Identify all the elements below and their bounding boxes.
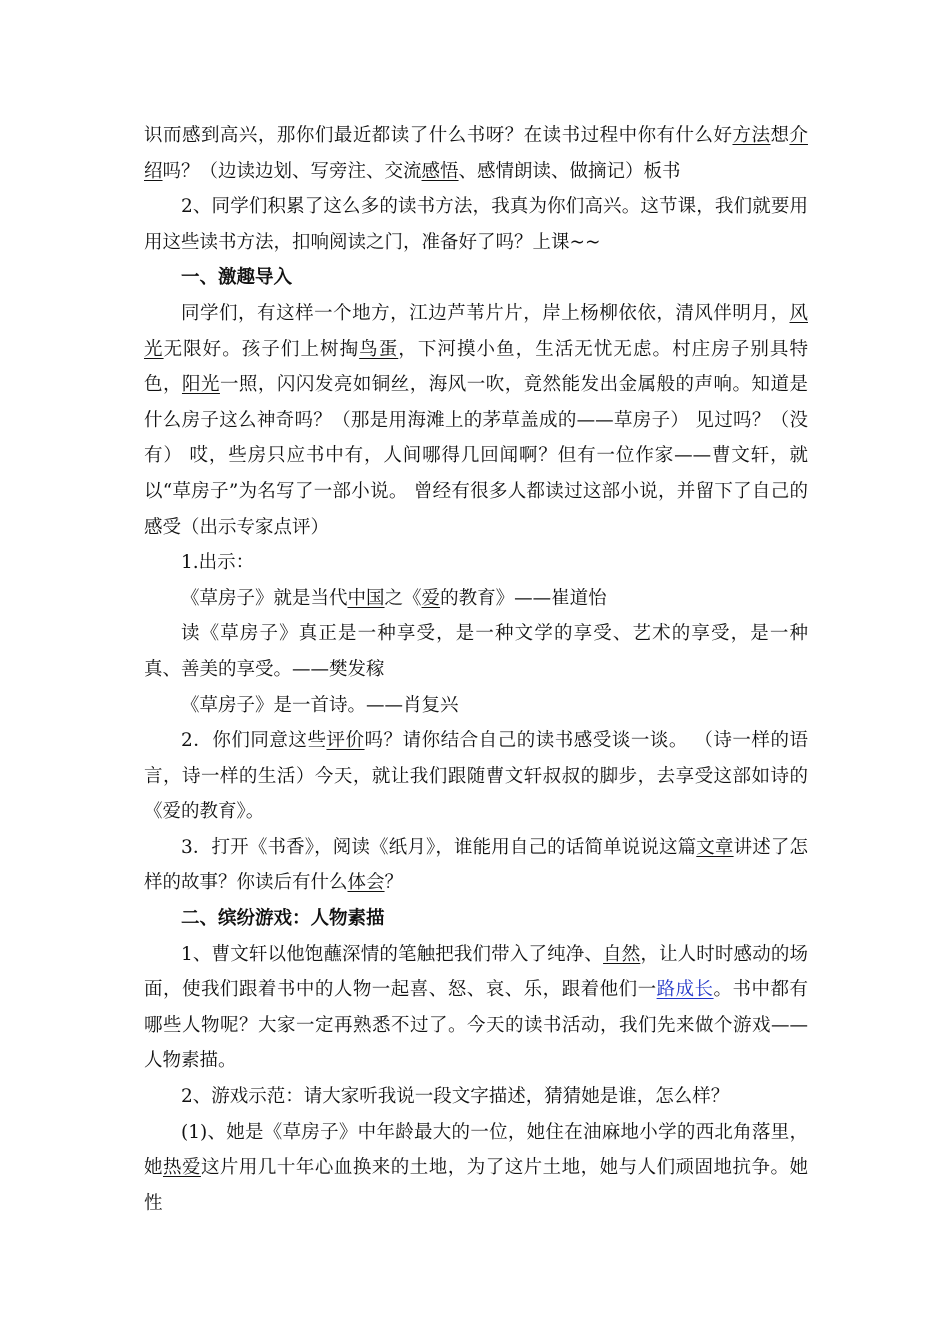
underlined-term: 体会 [347, 872, 385, 894]
paragraph [144, 1079, 808, 1115]
text-run: 《草房子》就是当代 [181, 587, 348, 609]
text-run: 。书中都有哪些人物呢？大家一定再熟悉不过了。今天的读书活动，我们先来做个游戏——人物素描。 [144, 979, 808, 1072]
underlined-term: 阳光 [181, 374, 220, 396]
underlined-term: 方法 [732, 125, 771, 146]
section-heading [144, 901, 808, 937]
text-run: 2．你们同意这些 [181, 730, 327, 752]
paragraph [144, 189, 808, 260]
underlined-term: 中国 [347, 587, 385, 609]
text-run: 一、激趣导入 [181, 267, 293, 289]
text-run: 、感情朗读、做摘记）板书 [458, 160, 681, 182]
text-run: 一照，闪闪发亮如铜丝，海风一吹，竟然能发出金属般的声响。知道是什么房子这么神奇吗？（那是用海滩上的茅草盖成的——草房子） 见过吗？（没有） 哎，些房只应书中有，人间哪得几回闻啊？但有一位作家——曹文轩，就以“草房子”为名写了一部小说。 曾经有很多人都读过这部小说，并留下了自己的感受（出示专家点评） [144, 374, 808, 538]
text-run: 同学们，有这样一个地方，江边芦苇片片，岸上杨柳依依，清风伴明月， [181, 302, 790, 324]
paragraph [144, 296, 808, 545]
text-run: 无限好。孩子们上树掏 [163, 338, 360, 360]
text-run: 读《草房子》真正是一种享受，是一种文学的享受、艺术的享受，是一种真、善美的享受。——樊发稼 [144, 623, 808, 680]
underlined-term: 文章 [696, 836, 734, 858]
text-run: 想 [770, 125, 790, 146]
text-run: 二、缤纷游戏：人物素描 [181, 908, 385, 930]
underlined-term: 风光 [144, 302, 808, 360]
text-run: 吗？（边读边划、写旁注、交流 [162, 160, 422, 182]
section-heading [144, 260, 808, 296]
underlined-term: 介绍 [144, 125, 808, 182]
underlined-term: 爱 [421, 587, 441, 609]
text-run: 1、曹文轩以他饱蘸深情的笔触把我们带入了纯净、 [181, 943, 604, 965]
text-run: ，下河摸小鱼，生活无忧无虑。村庄房子别具特色， [144, 338, 808, 396]
document-page [144, 118, 808, 1221]
paragraph [144, 830, 808, 901]
paragraph [144, 688, 808, 724]
text-run: 讲述了怎样的故事？你读后有什么 [144, 836, 808, 894]
text-run: ？ [384, 872, 404, 894]
underlined-term: 评价 [326, 730, 365, 752]
paragraph [144, 581, 808, 617]
underlined-term: 鸟蛋 [359, 338, 399, 360]
paragraph [144, 616, 808, 687]
text-run: (1)、她是《草房子》中年龄最大的一位，她住在油麻地小学的西北角落里，她 [144, 1121, 808, 1179]
paragraph [144, 545, 808, 581]
text-run: 这片用几十年心血换来的土地，为了这片土地，她与人们顽固地抗争。她性 [144, 1157, 808, 1214]
text-run: 2、同学们积累了这么多的读书方法，我真为你们高兴。这节课，我们就要用用这些读书方法，扣响阅读之门，准备好了吗？上课~~ [144, 196, 808, 253]
text-run: 3．打开《书香》，阅读《纸月》，谁能用自己的话简单说说这篇 [181, 836, 697, 858]
underlined-term: 热爱 [162, 1157, 201, 1179]
hyperlink[interactable]: 路成长 [656, 979, 714, 1001]
paragraph [144, 1115, 808, 1222]
text-run: 《草房子》是一首诗。——肖复兴 [181, 694, 459, 716]
underlined-term: 感悟 [421, 160, 459, 182]
text-run: ，让人时时感动的场面，使我们跟着书中的人物一起喜、怒、哀、乐，跟着他们一 [144, 943, 808, 1001]
text-run: 1.出示： [181, 552, 255, 574]
paragraph [144, 723, 808, 830]
text-run: 吗？请你结合自己的读书感受谈一谈。 （诗一样的语言，诗一样的生活）今天，就让我们跟随曹文轩叔叔的脚步，去享受这部如诗的《爱的教育》。 [144, 730, 808, 823]
underlined-term: 自然 [603, 943, 641, 965]
text-run: 2、游戏示范：请大家听我说一段文字描述，猜猜她是谁，怎么样？ [181, 1086, 730, 1108]
paragraph [144, 118, 808, 189]
text-run: 识而感到高兴，那你们最近都读了什么书呀？在读书过程中你有什么好 [144, 125, 733, 146]
text-run: 的教育》——崔道怡 [440, 587, 607, 609]
text-run: 之《 [384, 587, 422, 609]
paragraph [144, 937, 808, 1079]
